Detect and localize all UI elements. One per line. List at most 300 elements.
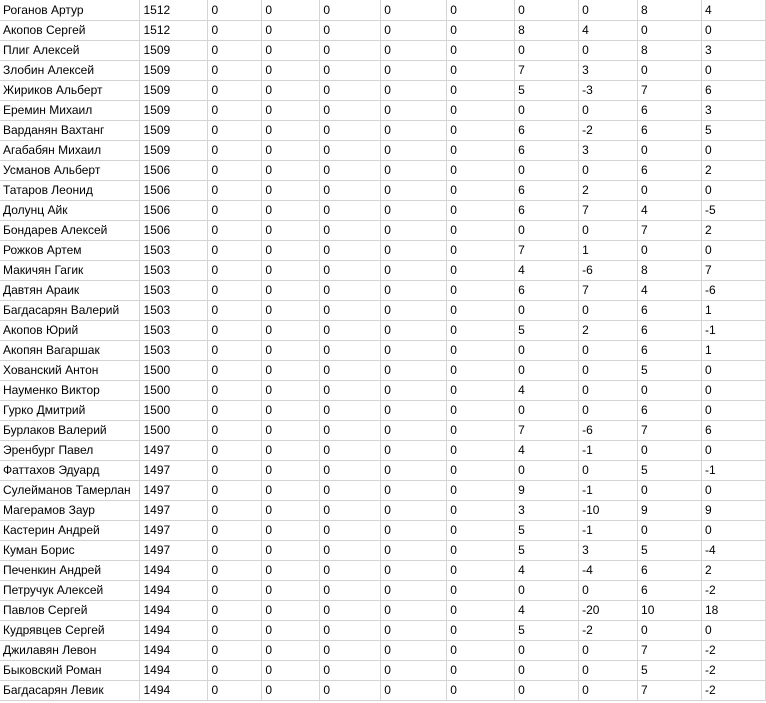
rating-cell[interactable]: 1503 bbox=[140, 341, 208, 361]
col-g-cell[interactable]: 0 bbox=[447, 261, 515, 281]
col-c-cell[interactable]: 0 bbox=[208, 501, 262, 521]
col-d-cell[interactable]: 0 bbox=[262, 101, 320, 121]
col-j-cell[interactable]: 7 bbox=[638, 641, 702, 661]
col-h-cell[interactable]: 0 bbox=[515, 41, 579, 61]
rating-cell[interactable]: 1494 bbox=[140, 661, 208, 681]
col-e-cell[interactable]: 0 bbox=[320, 521, 381, 541]
col-d-cell[interactable]: 0 bbox=[262, 621, 320, 641]
col-e-cell[interactable]: 0 bbox=[320, 461, 381, 481]
col-k-cell[interactable]: 0 bbox=[701, 621, 765, 641]
col-k-cell[interactable]: 0 bbox=[701, 141, 765, 161]
col-h-cell[interactable]: 4 bbox=[515, 601, 579, 621]
col-h-cell[interactable]: 0 bbox=[515, 361, 579, 381]
col-d-cell[interactable]: 0 bbox=[262, 521, 320, 541]
player-name-cell[interactable]: Акопов Юрий bbox=[0, 321, 140, 341]
col-g-cell[interactable]: 0 bbox=[447, 181, 515, 201]
col-j-cell[interactable]: 5 bbox=[638, 361, 702, 381]
col-g-cell[interactable]: 0 bbox=[447, 621, 515, 641]
col-f-cell[interactable]: 0 bbox=[381, 641, 447, 661]
col-c-cell[interactable]: 0 bbox=[208, 681, 262, 701]
col-e-cell[interactable]: 0 bbox=[320, 641, 381, 661]
rating-cell[interactable]: 1506 bbox=[140, 161, 208, 181]
col-h-cell[interactable]: 5 bbox=[515, 621, 579, 641]
col-f-cell[interactable]: 0 bbox=[381, 381, 447, 401]
col-i-cell[interactable]: 0 bbox=[579, 581, 638, 601]
col-k-cell[interactable]: 2 bbox=[701, 221, 765, 241]
rating-cell[interactable]: 1506 bbox=[140, 201, 208, 221]
player-name-cell[interactable]: Жириков Альберт bbox=[0, 81, 140, 101]
col-e-cell[interactable]: 0 bbox=[320, 201, 381, 221]
col-g-cell[interactable]: 0 bbox=[447, 641, 515, 661]
col-h-cell[interactable]: 6 bbox=[515, 201, 579, 221]
col-k-cell[interactable]: -1 bbox=[701, 461, 765, 481]
col-k-cell[interactable]: -4 bbox=[701, 541, 765, 561]
col-j-cell[interactable]: 0 bbox=[638, 441, 702, 461]
player-name-cell[interactable]: Петручук Алексей bbox=[0, 581, 140, 601]
rating-cell[interactable]: 1500 bbox=[140, 361, 208, 381]
col-j-cell[interactable]: 4 bbox=[638, 201, 702, 221]
col-h-cell[interactable]: 0 bbox=[515, 161, 579, 181]
col-i-cell[interactable]: -3 bbox=[579, 81, 638, 101]
col-c-cell[interactable]: 0 bbox=[208, 121, 262, 141]
col-c-cell[interactable]: 0 bbox=[208, 101, 262, 121]
player-name-cell[interactable]: Злобин Алексей bbox=[0, 61, 140, 81]
player-name-cell[interactable]: Фаттахов Эдуард bbox=[0, 461, 140, 481]
col-d-cell[interactable]: 0 bbox=[262, 561, 320, 581]
col-d-cell[interactable]: 0 bbox=[262, 601, 320, 621]
col-c-cell[interactable]: 0 bbox=[208, 401, 262, 421]
col-f-cell[interactable]: 0 bbox=[381, 581, 447, 601]
col-c-cell[interactable]: 0 bbox=[208, 21, 262, 41]
col-j-cell[interactable]: 6 bbox=[638, 581, 702, 601]
col-k-cell[interactable]: 3 bbox=[701, 41, 765, 61]
col-i-cell[interactable]: 0 bbox=[579, 681, 638, 701]
player-name-cell[interactable]: Быковский Роман bbox=[0, 661, 140, 681]
rating-cell[interactable]: 1497 bbox=[140, 541, 208, 561]
col-d-cell[interactable]: 0 bbox=[262, 481, 320, 501]
col-g-cell[interactable]: 0 bbox=[447, 61, 515, 81]
col-c-cell[interactable]: 0 bbox=[208, 201, 262, 221]
player-name-cell[interactable]: Акопян Вагаршак bbox=[0, 341, 140, 361]
rating-cell[interactable]: 1497 bbox=[140, 481, 208, 501]
col-e-cell[interactable]: 0 bbox=[320, 301, 381, 321]
col-j-cell[interactable]: 6 bbox=[638, 101, 702, 121]
col-g-cell[interactable]: 0 bbox=[447, 401, 515, 421]
col-i-cell[interactable]: 0 bbox=[579, 0, 638, 21]
col-h-cell[interactable]: 5 bbox=[515, 541, 579, 561]
col-f-cell[interactable]: 0 bbox=[381, 101, 447, 121]
col-k-cell[interactable]: 0 bbox=[701, 401, 765, 421]
col-d-cell[interactable]: 0 bbox=[262, 281, 320, 301]
col-e-cell[interactable]: 0 bbox=[320, 561, 381, 581]
col-e-cell[interactable]: 0 bbox=[320, 161, 381, 181]
rating-cell[interactable]: 1494 bbox=[140, 641, 208, 661]
col-e-cell[interactable]: 0 bbox=[320, 61, 381, 81]
player-name-cell[interactable]: Татаров Леонид bbox=[0, 181, 140, 201]
player-name-cell[interactable]: Печенкин Андрей bbox=[0, 561, 140, 581]
player-name-cell[interactable]: Акопов Сергей bbox=[0, 21, 140, 41]
col-h-cell[interactable]: 6 bbox=[515, 181, 579, 201]
rating-cell[interactable]: 1503 bbox=[140, 321, 208, 341]
col-h-cell[interactable]: 0 bbox=[515, 0, 579, 21]
col-i-cell[interactable]: 3 bbox=[579, 61, 638, 81]
col-k-cell[interactable]: 2 bbox=[701, 161, 765, 181]
col-j-cell[interactable]: 7 bbox=[638, 681, 702, 701]
col-i-cell[interactable]: -20 bbox=[579, 601, 638, 621]
col-k-cell[interactable]: 4 bbox=[701, 0, 765, 21]
col-f-cell[interactable]: 0 bbox=[381, 121, 447, 141]
col-h-cell[interactable]: 4 bbox=[515, 441, 579, 461]
col-c-cell[interactable]: 0 bbox=[208, 141, 262, 161]
col-k-cell[interactable]: 5 bbox=[701, 121, 765, 141]
rating-cell[interactable]: 1509 bbox=[140, 61, 208, 81]
col-j-cell[interactable]: 6 bbox=[638, 121, 702, 141]
col-d-cell[interactable]: 0 bbox=[262, 661, 320, 681]
col-d-cell[interactable]: 0 bbox=[262, 501, 320, 521]
col-g-cell[interactable]: 0 bbox=[447, 101, 515, 121]
rating-cell[interactable]: 1494 bbox=[140, 601, 208, 621]
col-e-cell[interactable]: 0 bbox=[320, 181, 381, 201]
col-e-cell[interactable]: 0 bbox=[320, 621, 381, 641]
col-h-cell[interactable]: 6 bbox=[515, 281, 579, 301]
player-name-cell[interactable]: Варданян Вахтанг bbox=[0, 121, 140, 141]
col-j-cell[interactable]: 0 bbox=[638, 241, 702, 261]
col-h-cell[interactable]: 4 bbox=[515, 561, 579, 581]
col-c-cell[interactable]: 0 bbox=[208, 601, 262, 621]
col-g-cell[interactable]: 0 bbox=[447, 0, 515, 21]
col-k-cell[interactable]: 2 bbox=[701, 561, 765, 581]
col-k-cell[interactable]: 1 bbox=[701, 341, 765, 361]
col-g-cell[interactable]: 0 bbox=[447, 521, 515, 541]
col-i-cell[interactable]: 2 bbox=[579, 181, 638, 201]
col-k-cell[interactable]: 7 bbox=[701, 261, 765, 281]
col-k-cell[interactable]: 6 bbox=[701, 81, 765, 101]
col-h-cell[interactable]: 0 bbox=[515, 101, 579, 121]
col-j-cell[interactable]: 5 bbox=[638, 541, 702, 561]
col-j-cell[interactable]: 8 bbox=[638, 261, 702, 281]
col-k-cell[interactable]: -2 bbox=[701, 681, 765, 701]
col-j-cell[interactable]: 7 bbox=[638, 221, 702, 241]
col-d-cell[interactable]: 0 bbox=[262, 541, 320, 561]
rating-cell[interactable]: 1503 bbox=[140, 261, 208, 281]
col-e-cell[interactable]: 0 bbox=[320, 121, 381, 141]
rating-cell[interactable]: 1494 bbox=[140, 681, 208, 701]
col-h-cell[interactable]: 9 bbox=[515, 481, 579, 501]
col-h-cell[interactable]: 0 bbox=[515, 341, 579, 361]
col-h-cell[interactable]: 7 bbox=[515, 241, 579, 261]
col-i-cell[interactable]: 0 bbox=[579, 101, 638, 121]
col-h-cell[interactable]: 3 bbox=[515, 501, 579, 521]
col-k-cell[interactable]: 0 bbox=[701, 441, 765, 461]
col-f-cell[interactable]: 0 bbox=[381, 501, 447, 521]
col-d-cell[interactable]: 0 bbox=[262, 461, 320, 481]
col-i-cell[interactable]: 0 bbox=[579, 361, 638, 381]
col-k-cell[interactable]: -2 bbox=[701, 641, 765, 661]
col-k-cell[interactable]: 3 bbox=[701, 101, 765, 121]
player-name-cell[interactable]: Павлов Сергей bbox=[0, 601, 140, 621]
col-j-cell[interactable]: 0 bbox=[638, 481, 702, 501]
rating-cell[interactable]: 1503 bbox=[140, 281, 208, 301]
rating-cell[interactable]: 1497 bbox=[140, 461, 208, 481]
col-c-cell[interactable]: 0 bbox=[208, 301, 262, 321]
col-g-cell[interactable]: 0 bbox=[447, 141, 515, 161]
col-e-cell[interactable]: 0 bbox=[320, 381, 381, 401]
col-j-cell[interactable]: 0 bbox=[638, 21, 702, 41]
player-name-cell[interactable]: Плиг Алексей bbox=[0, 41, 140, 61]
col-c-cell[interactable]: 0 bbox=[208, 41, 262, 61]
col-k-cell[interactable]: 0 bbox=[701, 21, 765, 41]
col-d-cell[interactable]: 0 bbox=[262, 0, 320, 21]
col-c-cell[interactable]: 0 bbox=[208, 0, 262, 21]
col-f-cell[interactable]: 0 bbox=[381, 21, 447, 41]
col-k-cell[interactable]: 1 bbox=[701, 301, 765, 321]
col-h-cell[interactable]: 0 bbox=[515, 401, 579, 421]
col-e-cell[interactable]: 0 bbox=[320, 321, 381, 341]
col-i-cell[interactable]: -2 bbox=[579, 121, 638, 141]
col-e-cell[interactable]: 0 bbox=[320, 681, 381, 701]
col-i-cell[interactable]: 7 bbox=[579, 281, 638, 301]
col-i-cell[interactable]: 1 bbox=[579, 241, 638, 261]
col-h-cell[interactable]: 0 bbox=[515, 461, 579, 481]
player-name-cell[interactable]: Бурлаков Валерий bbox=[0, 421, 140, 441]
col-e-cell[interactable]: 0 bbox=[320, 441, 381, 461]
col-g-cell[interactable]: 0 bbox=[447, 561, 515, 581]
col-f-cell[interactable]: 0 bbox=[381, 141, 447, 161]
col-c-cell[interactable]: 0 bbox=[208, 321, 262, 341]
col-e-cell[interactable]: 0 bbox=[320, 241, 381, 261]
col-c-cell[interactable]: 0 bbox=[208, 261, 262, 281]
col-f-cell[interactable]: 0 bbox=[381, 481, 447, 501]
col-g-cell[interactable]: 0 bbox=[447, 481, 515, 501]
col-i-cell[interactable]: 0 bbox=[579, 221, 638, 241]
col-i-cell[interactable]: 3 bbox=[579, 141, 638, 161]
col-j-cell[interactable]: 5 bbox=[638, 461, 702, 481]
col-k-cell[interactable]: 0 bbox=[701, 181, 765, 201]
col-j-cell[interactable]: 6 bbox=[638, 561, 702, 581]
rating-cell[interactable]: 1497 bbox=[140, 501, 208, 521]
player-name-cell[interactable]: Макичян Гагик bbox=[0, 261, 140, 281]
col-c-cell[interactable]: 0 bbox=[208, 281, 262, 301]
col-f-cell[interactable]: 0 bbox=[381, 81, 447, 101]
rating-cell[interactable]: 1497 bbox=[140, 521, 208, 541]
col-d-cell[interactable]: 0 bbox=[262, 361, 320, 381]
col-f-cell[interactable]: 0 bbox=[381, 601, 447, 621]
col-h-cell[interactable]: 0 bbox=[515, 301, 579, 321]
col-d-cell[interactable]: 0 bbox=[262, 401, 320, 421]
col-f-cell[interactable]: 0 bbox=[381, 321, 447, 341]
rating-cell[interactable]: 1503 bbox=[140, 301, 208, 321]
col-d-cell[interactable]: 0 bbox=[262, 641, 320, 661]
col-f-cell[interactable]: 0 bbox=[381, 281, 447, 301]
col-i-cell[interactable]: 0 bbox=[579, 381, 638, 401]
col-k-cell[interactable]: 0 bbox=[701, 361, 765, 381]
col-i-cell[interactable]: 7 bbox=[579, 201, 638, 221]
player-name-cell[interactable]: Багдасарян Левик bbox=[0, 681, 140, 701]
rating-cell[interactable]: 1506 bbox=[140, 181, 208, 201]
col-c-cell[interactable]: 0 bbox=[208, 661, 262, 681]
col-c-cell[interactable]: 0 bbox=[208, 381, 262, 401]
col-g-cell[interactable]: 0 bbox=[447, 201, 515, 221]
col-j-cell[interactable]: 6 bbox=[638, 321, 702, 341]
col-g-cell[interactable]: 0 bbox=[447, 501, 515, 521]
player-name-cell[interactable]: Эренбург Павел bbox=[0, 441, 140, 461]
col-f-cell[interactable]: 0 bbox=[381, 41, 447, 61]
col-j-cell[interactable]: 5 bbox=[638, 661, 702, 681]
col-k-cell[interactable]: 0 bbox=[701, 521, 765, 541]
col-d-cell[interactable]: 0 bbox=[262, 61, 320, 81]
col-f-cell[interactable]: 0 bbox=[381, 301, 447, 321]
col-h-cell[interactable]: 0 bbox=[515, 681, 579, 701]
col-j-cell[interactable]: 6 bbox=[638, 401, 702, 421]
player-name-cell[interactable]: Агабабян Михаил bbox=[0, 141, 140, 161]
col-d-cell[interactable]: 0 bbox=[262, 221, 320, 241]
col-g-cell[interactable]: 0 bbox=[447, 601, 515, 621]
col-i-cell[interactable]: -6 bbox=[579, 261, 638, 281]
rating-cell[interactable]: 1494 bbox=[140, 621, 208, 641]
col-e-cell[interactable]: 0 bbox=[320, 341, 381, 361]
player-name-cell[interactable]: Рожков Артем bbox=[0, 241, 140, 261]
col-e-cell[interactable]: 0 bbox=[320, 501, 381, 521]
col-j-cell[interactable]: 8 bbox=[638, 41, 702, 61]
rating-cell[interactable]: 1494 bbox=[140, 561, 208, 581]
player-name-cell[interactable]: Науменко Виктор bbox=[0, 381, 140, 401]
col-f-cell[interactable]: 0 bbox=[381, 261, 447, 281]
col-d-cell[interactable]: 0 bbox=[262, 141, 320, 161]
col-k-cell[interactable]: 0 bbox=[701, 241, 765, 261]
col-i-cell[interactable]: -1 bbox=[579, 441, 638, 461]
col-k-cell[interactable]: -1 bbox=[701, 321, 765, 341]
rating-cell[interactable]: 1500 bbox=[140, 401, 208, 421]
col-i-cell[interactable]: 0 bbox=[579, 41, 638, 61]
rating-cell[interactable]: 1494 bbox=[140, 581, 208, 601]
col-h-cell[interactable]: 8 bbox=[515, 21, 579, 41]
col-h-cell[interactable]: 5 bbox=[515, 81, 579, 101]
col-i-cell[interactable]: -6 bbox=[579, 421, 638, 441]
col-d-cell[interactable]: 0 bbox=[262, 161, 320, 181]
col-j-cell[interactable]: 8 bbox=[638, 0, 702, 21]
col-h-cell[interactable]: 0 bbox=[515, 221, 579, 241]
col-g-cell[interactable]: 0 bbox=[447, 81, 515, 101]
col-c-cell[interactable]: 0 bbox=[208, 441, 262, 461]
col-c-cell[interactable]: 0 bbox=[208, 341, 262, 361]
col-c-cell[interactable]: 0 bbox=[208, 561, 262, 581]
col-f-cell[interactable]: 0 bbox=[381, 0, 447, 21]
col-h-cell[interactable]: 4 bbox=[515, 261, 579, 281]
rating-cell[interactable]: 1512 bbox=[140, 21, 208, 41]
col-d-cell[interactable]: 0 bbox=[262, 681, 320, 701]
col-i-cell[interactable]: -1 bbox=[579, 481, 638, 501]
col-d-cell[interactable]: 0 bbox=[262, 321, 320, 341]
col-j-cell[interactable]: 9 bbox=[638, 501, 702, 521]
col-f-cell[interactable]: 0 bbox=[381, 161, 447, 181]
col-c-cell[interactable]: 0 bbox=[208, 181, 262, 201]
player-name-cell[interactable]: Хованский Антон bbox=[0, 361, 140, 381]
col-g-cell[interactable]: 0 bbox=[447, 301, 515, 321]
player-name-cell[interactable]: Джилавян Левон bbox=[0, 641, 140, 661]
col-f-cell[interactable]: 0 bbox=[381, 661, 447, 681]
col-j-cell[interactable]: 6 bbox=[638, 301, 702, 321]
col-d-cell[interactable]: 0 bbox=[262, 341, 320, 361]
col-c-cell[interactable]: 0 bbox=[208, 161, 262, 181]
col-j-cell[interactable]: 7 bbox=[638, 421, 702, 441]
col-g-cell[interactable]: 0 bbox=[447, 221, 515, 241]
col-i-cell[interactable]: 0 bbox=[579, 301, 638, 321]
col-f-cell[interactable]: 0 bbox=[381, 341, 447, 361]
col-e-cell[interactable]: 0 bbox=[320, 221, 381, 241]
col-k-cell[interactable]: 6 bbox=[701, 421, 765, 441]
col-e-cell[interactable]: 0 bbox=[320, 661, 381, 681]
col-i-cell[interactable]: -1 bbox=[579, 521, 638, 541]
col-c-cell[interactable]: 0 bbox=[208, 81, 262, 101]
col-d-cell[interactable]: 0 bbox=[262, 81, 320, 101]
col-h-cell[interactable]: 7 bbox=[515, 421, 579, 441]
col-g-cell[interactable]: 0 bbox=[447, 421, 515, 441]
col-i-cell[interactable]: 3 bbox=[579, 541, 638, 561]
col-d-cell[interactable]: 0 bbox=[262, 21, 320, 41]
col-c-cell[interactable]: 0 bbox=[208, 461, 262, 481]
col-e-cell[interactable]: 0 bbox=[320, 281, 381, 301]
col-i-cell[interactable]: -2 bbox=[579, 621, 638, 641]
col-c-cell[interactable]: 0 bbox=[208, 521, 262, 541]
col-c-cell[interactable]: 0 bbox=[208, 421, 262, 441]
col-k-cell[interactable]: 0 bbox=[701, 481, 765, 501]
col-e-cell[interactable]: 0 bbox=[320, 261, 381, 281]
col-g-cell[interactable]: 0 bbox=[447, 381, 515, 401]
col-e-cell[interactable]: 0 bbox=[320, 81, 381, 101]
col-c-cell[interactable]: 0 bbox=[208, 61, 262, 81]
col-h-cell[interactable]: 6 bbox=[515, 121, 579, 141]
rating-cell[interactable]: 1509 bbox=[140, 121, 208, 141]
col-e-cell[interactable]: 0 bbox=[320, 401, 381, 421]
col-k-cell[interactable]: 18 bbox=[701, 601, 765, 621]
col-g-cell[interactable]: 0 bbox=[447, 441, 515, 461]
col-g-cell[interactable]: 0 bbox=[447, 121, 515, 141]
col-c-cell[interactable]: 0 bbox=[208, 581, 262, 601]
col-c-cell[interactable]: 0 bbox=[208, 221, 262, 241]
col-h-cell[interactable]: 0 bbox=[515, 581, 579, 601]
col-i-cell[interactable]: 2 bbox=[579, 321, 638, 341]
col-d-cell[interactable]: 0 bbox=[262, 441, 320, 461]
player-name-cell[interactable]: Еремин Михаил bbox=[0, 101, 140, 121]
col-j-cell[interactable]: 0 bbox=[638, 521, 702, 541]
rating-cell[interactable]: 1500 bbox=[140, 381, 208, 401]
rating-cell[interactable]: 1509 bbox=[140, 41, 208, 61]
col-h-cell[interactable]: 0 bbox=[515, 641, 579, 661]
col-d-cell[interactable]: 0 bbox=[262, 421, 320, 441]
col-e-cell[interactable]: 0 bbox=[320, 361, 381, 381]
rating-cell[interactable]: 1497 bbox=[140, 441, 208, 461]
col-i-cell[interactable]: 0 bbox=[579, 461, 638, 481]
col-k-cell[interactable]: 9 bbox=[701, 501, 765, 521]
player-name-cell[interactable]: Усманов Альберт bbox=[0, 161, 140, 181]
col-g-cell[interactable]: 0 bbox=[447, 461, 515, 481]
col-e-cell[interactable]: 0 bbox=[320, 581, 381, 601]
col-f-cell[interactable]: 0 bbox=[381, 181, 447, 201]
col-e-cell[interactable]: 0 bbox=[320, 541, 381, 561]
col-g-cell[interactable]: 0 bbox=[447, 21, 515, 41]
col-i-cell[interactable]: 4 bbox=[579, 21, 638, 41]
col-f-cell[interactable]: 0 bbox=[381, 461, 447, 481]
col-i-cell[interactable]: 0 bbox=[579, 641, 638, 661]
col-e-cell[interactable]: 0 bbox=[320, 481, 381, 501]
player-name-cell[interactable]: Кудрявцев Сергей bbox=[0, 621, 140, 641]
col-j-cell[interactable]: 0 bbox=[638, 381, 702, 401]
col-j-cell[interactable]: 0 bbox=[638, 141, 702, 161]
col-g-cell[interactable]: 0 bbox=[447, 161, 515, 181]
player-name-cell[interactable]: Куман Борис bbox=[0, 541, 140, 561]
col-c-cell[interactable]: 0 bbox=[208, 641, 262, 661]
col-h-cell[interactable]: 5 bbox=[515, 521, 579, 541]
